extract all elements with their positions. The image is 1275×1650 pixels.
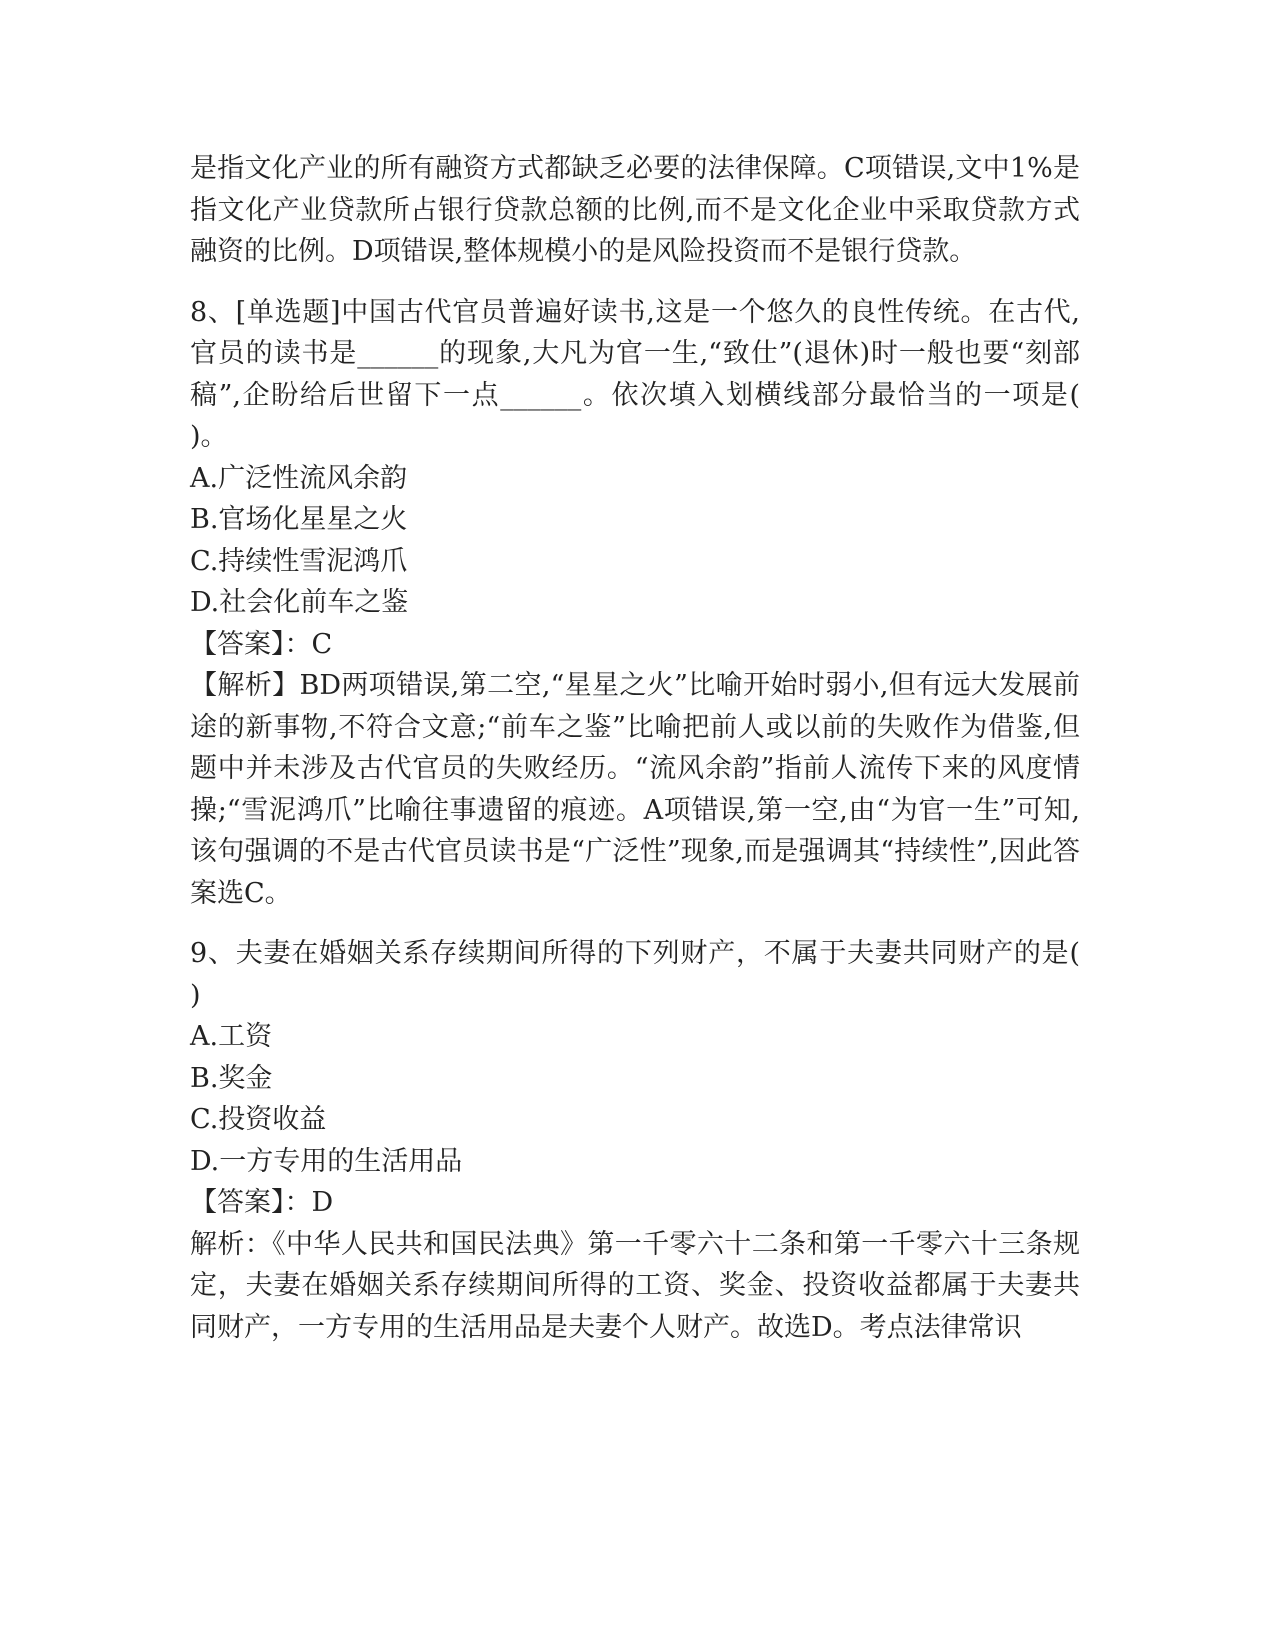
question-8-stem: 8、[单选题]中国古代官员普遍好读书,这是一个悠久的良性传统。在古代,官员的读书是______的现象,大凡为官一生,“致仕”(退休)时一般也要“刻部稿”,企盼给后世留下一点______。依次填入划横线部分最恰当的一项是( )。	[190, 296, 1106, 452]
question-8	[190, 292, 1106, 915]
question-9-option-a: A.工资	[190, 1021, 273, 1052]
question-8-option-d: D.社会化前车之鉴	[190, 587, 409, 618]
question-9	[190, 933, 1134, 1348]
question-9-answer: 【答案】：D	[190, 1187, 334, 1218]
question-8-option-b: B.官场化星星之火	[190, 504, 408, 535]
question-9-option-b: B.奖金	[190, 1062, 273, 1094]
question-8-answer: 【答案】：C	[190, 628, 333, 660]
question-9-option-c: C.投资收益	[190, 1104, 327, 1135]
document-page	[190, 148, 1134, 1348]
previous-explanation-continuation: 是指文化产业的所有融资方式都缺乏必要的法律保障。C项错误,文中1%是指文化产业贷款所占银行贷款总额的比例,而不是文化企业中采取贷款方式融资的比例。D项错误,整体规模小的是风险投资而不是银行贷款。	[190, 153, 1080, 267]
question-9-stem: 9、夫妻在婚姻关系存续期间所得的下列财产，不属于夫妻共同财产的是( )	[190, 938, 1134, 1011]
question-9-analysis: 解析：《中华人民共和国民法典》第一千零六十二条和第一千零六十三条规定，夫妻在婚姻关系存续期间所得的工资、奖金、投资收益都属于夫妻共同财产，一方专用的生活用品是夫妻个人财产。故选D。考点法律常识	[190, 1228, 1080, 1343]
question-8-option-c: C.持续性雪泥鸿爪	[190, 545, 408, 577]
spacer	[190, 273, 1080, 292]
spacer	[190, 914, 1080, 933]
question-8-analysis: 【解析】BD两项错误,第二空,“星星之火”比喻开始时弱小,但有远大发展前途的新事物,不符合文意;“前车之鉴”比喻把前人或以前的失败作为借鉴,但题中并未涉及古代官员的失败经历。“流风余韵”指前人流传下来的风度情操;“雪泥鸿爪”比喻往事遗留的痕迹。A项错误,第一空,由“为官一生”可知,该句强调的不是古代官员读书是“广泛性”现象,而是强调其“持续性”,因此答案选C。	[190, 670, 1080, 909]
question-8-option-a: A.广泛性流风余韵	[190, 462, 408, 494]
question-9-option-d: D.一方专用的生活用品	[190, 1145, 463, 1177]
